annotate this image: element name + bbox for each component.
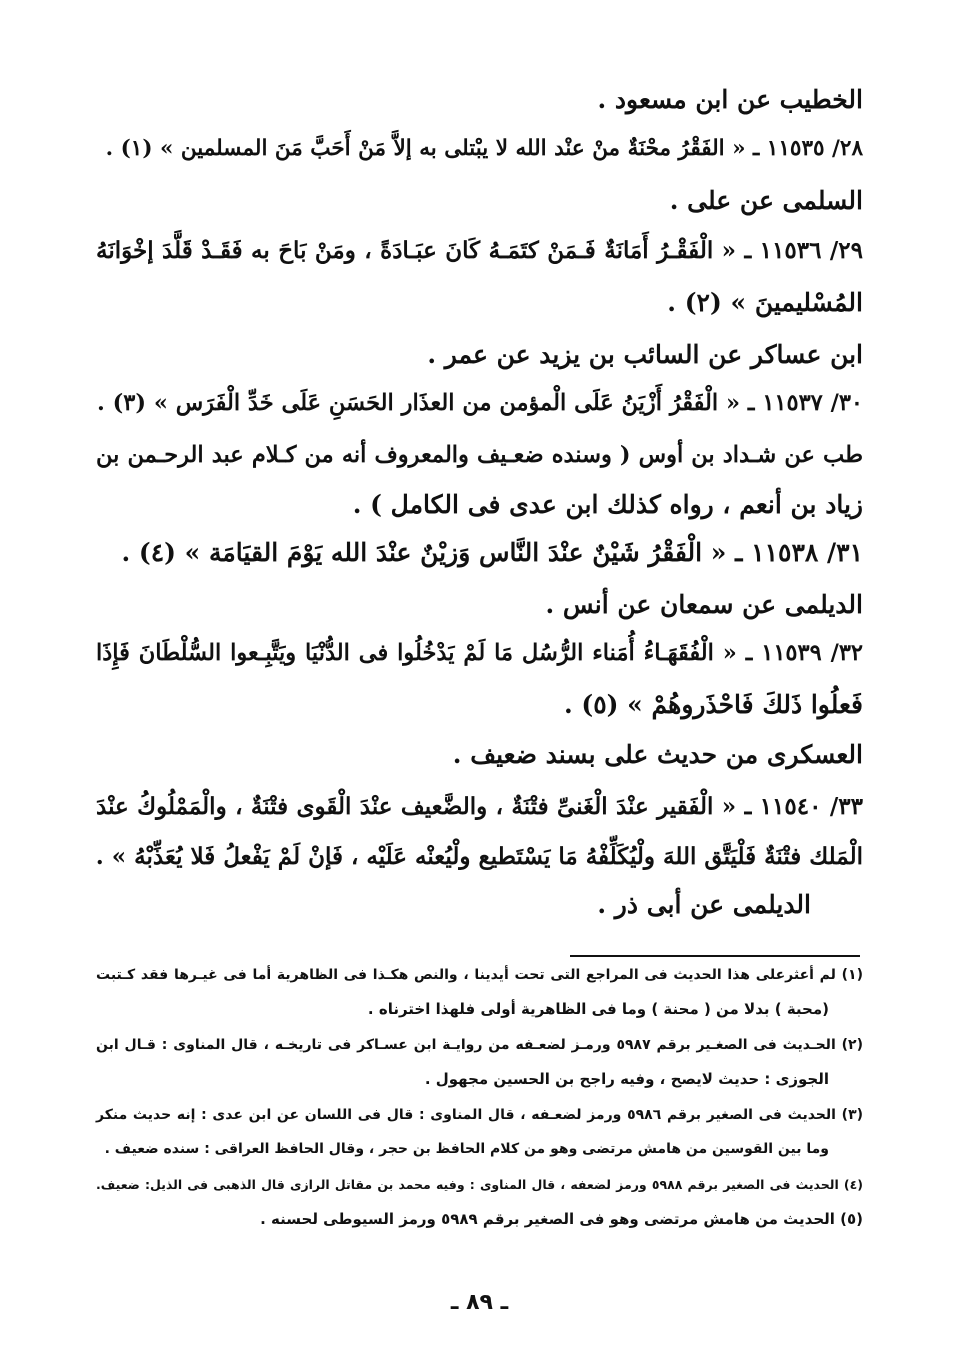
source-line-3: ابن عساكر عن السائب بن يزيد عن عمر . [427,340,863,369]
source-line-1: الخطيب عن ابن مسعود . [597,85,863,114]
footnote-2: (٢) الحـديث فى الصغـير برقم ٥٩٨٧ ورمـز لضعـفه من روايـة ابن عسـاكر فى تاريخـه ، قال المناوى : قـال ابن [96,1037,863,1053]
source-line-4-cont: زياد بن أنعم ، رواه كذلك ابن عدى فى الكامل ) . [352,490,863,519]
footnote-5: (٥) الحديث من هامش مرتضى وهو فى الصغير برقم ٥٩٨٩ ورمز السيوطى لحسنه . [260,1210,863,1228]
footnote-3-cont: وما بين القوسين من هامش مرتضى وهو من كلام الحافظ بن حجر ، وقال الحافظ العراقى : سنده ضعيف . [104,1141,829,1157]
footnote-separator [570,955,860,957]
hadith-11538: ٣١/ ١١٥٣٨ ـ « الْفَقْرُ شَيْنٌ عنْدَ النَّاس وَزيْنٌ عنْدَ الله يَوْمَ القيَامَة » (٤) . [121,538,863,567]
hadith-11539: ٣٢/ ١١٥٣٩ ـ « الْفُقَهَـاءُ أُمَناء الرُّسُل مَا لَمْ يَدْخُلُوا فى الدُّنْيَا ويَتَّبِـعوا السُّلْطَانَ فَإِذَا [96,640,863,666]
source-line-2: السلمى عن على . [669,186,863,215]
footnote-3: (٣) الحديث فى الصغير برقم ٥٩٨٦ ورمز لضعـفه ، قال المناوى : قال فى اللسان عن ابن عدى : إنه حديث منكر [96,1107,864,1123]
hadith-11537: ٣٠/ ١١٥٣٧ ـ « الْفَقْرُ أَزْيَنُ عَلَى الْمؤمن من العذَار الحَسَنِ عَلَى خَدِّ الْفَرَس » (٣) . [96,390,863,416]
hadith-11536: ٢٩/ ١١٥٣٦ ـ « الْفَقْـرُ أَمَانَةٌ فَـمَنْ كتَمَـهُ كَانَ عبَـادَةً ، ومَنْ بَاحَ به فَقَـدْ قَلَّدَ إخْوَانَهُ [96,237,863,264]
hadith-11540-cont: الْمَلك فتْنَةٌ فَلْيَتَّق اللهَ ولْيُكَلِّفْهُ مَا يَسْتَطيع ولْيُعنْه عَلَيْه ، فَإنْ لَمْ يَفْعلُ فَلا يُعَذِّبْهُ » . [95,843,863,870]
hadith-11539-cont: فَعلُوا ذَلكَ فَاحْذَروهُمْ » (٥) . [563,690,863,719]
hadith-11536-cont: المُسْليمينَ » (٢) . [667,288,863,317]
footnote-1: (١) لم أعثرعلى هذا الحديث فى المراجع التى تحت أيدينا ، والنص هكـذا فى الظاهرية أما فى غيـرها فقد كـتبت [96,967,863,983]
page-number: ـ ٨٩ ـ [450,1290,509,1315]
source-line-7: الديلمى عن أبى ذر . [597,890,811,919]
footnote-2-cont: الجوزى : حديث لايصح ، وفيه راجح بن الحسين مجهول . [424,1070,829,1088]
source-line-4: طب عن شـداد بن أوس ( وسنده ضعـيف والمعروف أنه من كـلام عبد الرحـمن بن [96,442,863,468]
footnote-1-cont: (محبة ) بدلا من ( محنة ) وما فى الظاهرية أولى فلهذا اخترناه . [367,1000,829,1018]
hadith-11540: ٣٣/ ١١٥٤٠ ـ « الْفَقير عنْدَ الْغَنىِّ فتْنَةٌ ، والضَّعيف عنْدَ الْقَوى فتْنَةٌ ، والْمَمْلُوكُ عنْدَ [96,793,863,820]
hadith-11535: ٢٨/ ١١٥٣٥ ـ « الفَقْرُ محْنَةٌ منْ عنْد الله لا يبْتلى به إلاَّ مَنْ أَحَبَّ مَنَ المسلمين » (١) . [105,136,863,161]
source-line-5: الديلمى عن سمعان عن أنس . [545,590,863,619]
source-line-6: العسكرى من حديث على بسند ضعيف . [452,740,863,769]
footnote-4: (٤) الحديث فى الصغير برقم ٥٩٨٨ ورمز لضعفه ، قال المناوى : وفيه محمد بن مقاتل الرازى قال الذهبى فى الذيل: ضعيف. [96,1177,863,1192]
